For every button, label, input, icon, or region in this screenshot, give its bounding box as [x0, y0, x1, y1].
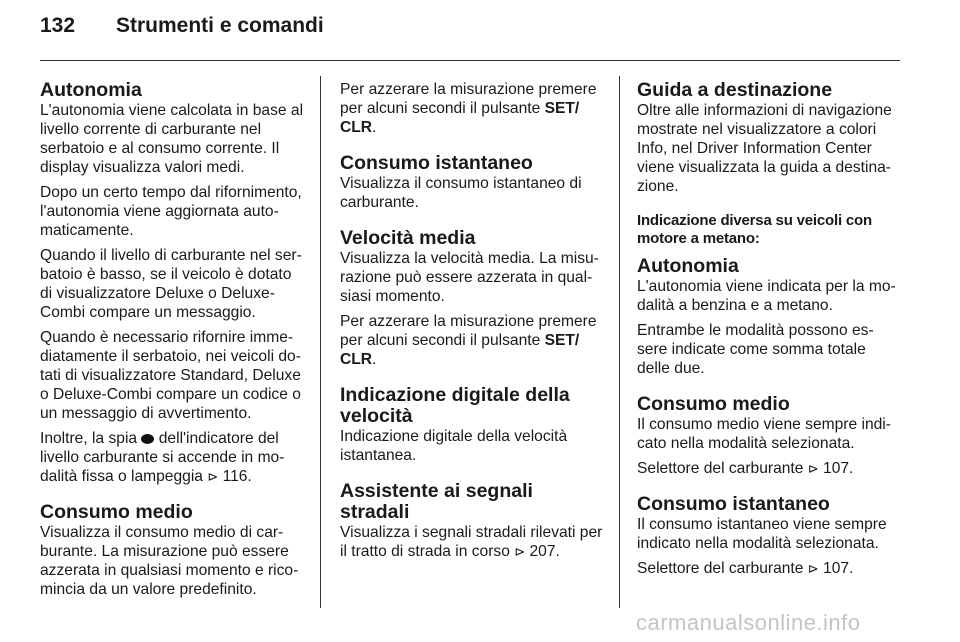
- paragraph: Visualizza il consumo istantaneo di carburante.: [340, 175, 582, 211]
- text: .: [372, 351, 377, 368]
- heading-autonomia: Autonomia: [40, 79, 142, 101]
- page-ref[interactable]: 107.: [823, 560, 854, 577]
- paragraph: Il consumo istantaneo viene sempre indicato nella modalità selezionata.: [637, 516, 887, 552]
- heading-metano: Indicazione diversa su veicoli con motore a metano:: [637, 212, 872, 247]
- section-title: Strumenti e comandi: [116, 14, 324, 37]
- header-rule: [40, 60, 900, 61]
- section-autonomia: [40, 80, 305, 486]
- paragraph: Visualizza la velocità media. La misu-razione può essere azzerata in qual-siasi momento.: [340, 250, 599, 305]
- page-ref-arrow-icon: ⊳: [514, 544, 526, 559]
- page-ref[interactable]: 207.: [529, 543, 560, 560]
- paragraph-reset: [340, 312, 605, 369]
- section-consumo-istantaneo: [340, 153, 605, 212]
- section-indicazione-digitale: [340, 385, 605, 465]
- page-ref-arrow-icon: ⊳: [807, 461, 819, 476]
- heading-consumo-istantaneo: Consumo istantaneo: [340, 152, 533, 174]
- paragraph: [637, 559, 902, 578]
- page-header: [40, 14, 900, 50]
- paragraph-reset: [340, 80, 605, 137]
- paragraph: Quando il livello di carburante nel ser-batoio è basso, se il veicolo è dotato di visualizzatore Deluxe o Deluxe-Combi compare un messaggio.: [40, 247, 302, 321]
- heading-consumo-medio: Consumo medio: [40, 501, 193, 523]
- section-consumo-medio: [40, 502, 305, 599]
- text: .: [372, 119, 377, 136]
- text: Visualizza i segnali stradali rilevati per il tratto di strada in corso: [340, 524, 603, 560]
- column-1: [40, 80, 305, 615]
- paragraph: Dopo un certo tempo dal rifornimento, l'autonomia viene aggiornata auto-maticamente.: [40, 184, 302, 239]
- text: Selettore del carburante: [637, 460, 808, 477]
- heading-assistente-segnali: Assistente ai segnali stradali: [340, 480, 533, 523]
- section-guida-destinazione: [637, 80, 902, 196]
- paragraph-warning-light: [40, 429, 305, 486]
- section-velocita-media: [340, 228, 605, 369]
- heading-guida-destinazione: Guida a destinazione: [637, 79, 833, 101]
- column-2: [340, 80, 605, 577]
- paragraph: Visualizza il consumo medio di car-burante. La misurazione può essere azzerata in qualsiasi momento e rico-mincia da un valore predefinito.: [40, 524, 299, 598]
- paragraph: Quando è necessario rifornire imme-diatamente il serbatoio, nei veicoli do-tati di visualizzatore Standard, Deluxe o Deluxe-Combi compare un codice o un messaggio di avvertimento.: [40, 329, 301, 422]
- page-ref-arrow-icon: ⊳: [207, 469, 219, 484]
- section-autonomia-metano: [637, 256, 902, 378]
- fuel-warning-light-icon: [141, 434, 154, 444]
- heading-autonomia: Autonomia: [637, 255, 739, 277]
- paragraph: L'autonomia viene indicata per la mo-dalità a benzina e a metano.: [637, 278, 896, 314]
- section-consumo-istantaneo-metano: [637, 494, 902, 578]
- watermark: carmanualsonline.info: [636, 610, 861, 635]
- text: Per azzerare la misurazione premere per alcuni secondi il pulsante: [340, 313, 597, 349]
- text: dell'indicatore del livello carburante si accende in mo-dalità fissa o lampeggia: [40, 430, 285, 485]
- text: Per azzerare la misurazione premere per alcuni secondi il pulsante: [340, 81, 597, 117]
- text: Selettore del carburante: [637, 560, 808, 577]
- paragraph: Entrambe le modalità possono es-sere indicate come somma totale delle due.: [637, 322, 874, 377]
- set-clr-button-label: SET/ CLR: [340, 332, 580, 368]
- paragraph: Il consumo medio viene sempre indi-cato nella modalità selezionata.: [637, 416, 891, 452]
- page-ref[interactable]: 107.: [823, 460, 854, 477]
- heading-velocita-media: Velocità media: [340, 227, 476, 249]
- paragraph: [340, 523, 605, 561]
- paragraph: L'autonomia viene calcolata in base al livello corrente di carburante nel serbatoio e al consumo corrente. Il display visualizza valori medi.: [40, 102, 304, 176]
- page-ref-arrow-icon: ⊳: [807, 561, 819, 576]
- paragraph: Oltre alle informazioni di navigazione mostrate nel visualizzatore a colori Info, nel Driver Information Center viene visualizzata la guida a destina-zione.: [637, 102, 892, 195]
- paragraph: [637, 459, 902, 478]
- section-consumo-medio-metano: [637, 394, 902, 478]
- page-number: 132: [40, 14, 76, 37]
- heading-consumo-istantaneo: Consumo istantaneo: [637, 493, 830, 515]
- column-divider-1: [320, 76, 321, 608]
- heading-indicazione-digitale: Indicazione digitale della velocità: [340, 384, 570, 427]
- page-ref[interactable]: 116.: [222, 468, 252, 485]
- set-clr-button-label: SET/ CLR: [340, 100, 580, 136]
- section-assistente-segnali: [340, 481, 605, 561]
- heading-consumo-medio: Consumo medio: [637, 393, 790, 415]
- text: Inoltre, la spia: [40, 430, 142, 447]
- column-3: [637, 80, 902, 594]
- column-divider-2: [619, 76, 620, 608]
- paragraph: Indicazione digitale della velocità istantanea.: [340, 428, 568, 464]
